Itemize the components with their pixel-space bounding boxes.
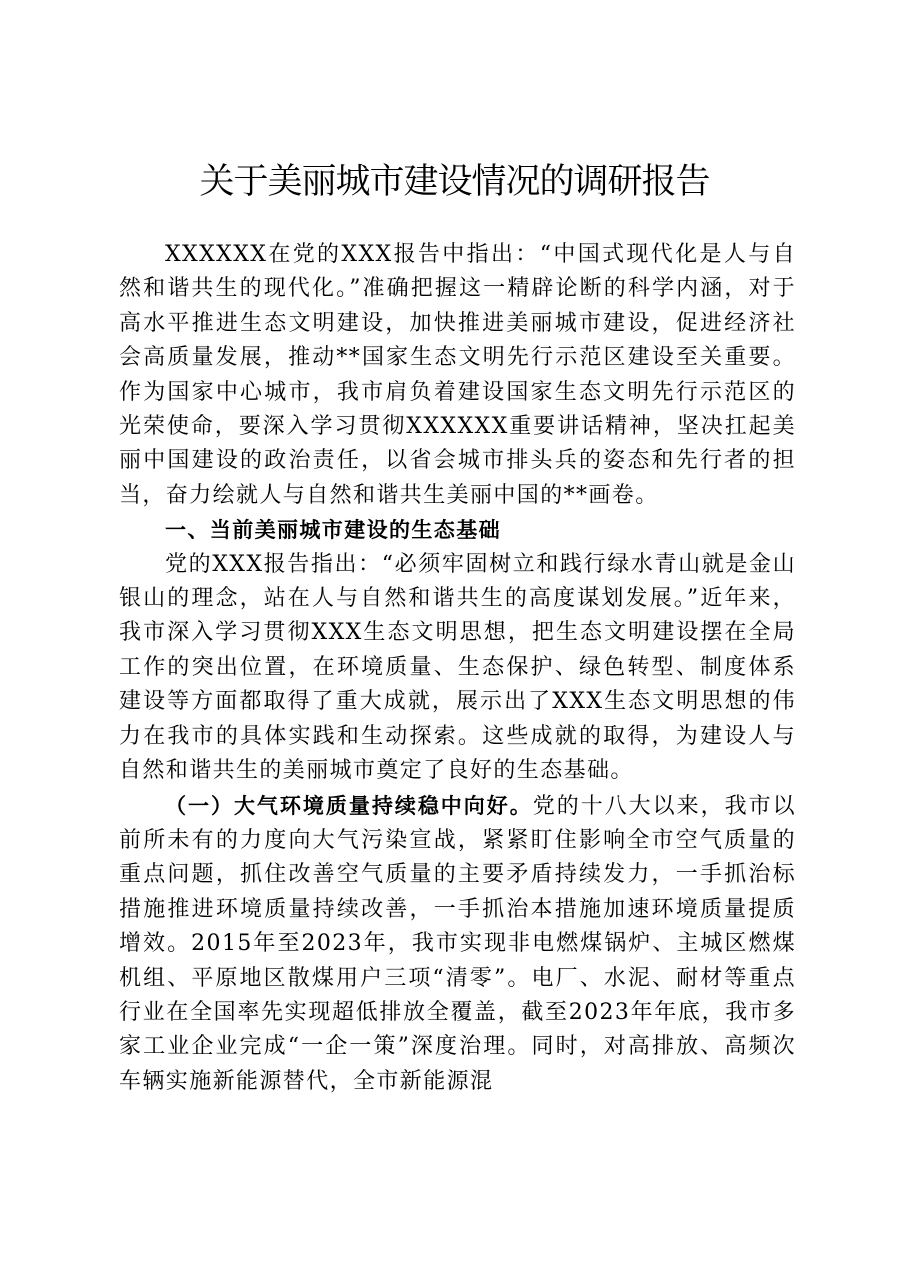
- section-heading: 一、当前美丽城市建设的生态基础: [165, 518, 501, 543]
- document-body: [119, 238, 796, 1099]
- subsection-text: 党的十八大以来，我市以前所未有的力度向大气污染宣战，紧紧盯住影响全市空气质量的重点问题，抓住改善空气质量的主要矛盾持续发力，一手抓治标措施推进环境质量持续改善，一手抓治本措施加速环境质量提质增效。2015年至2023年，我市实现非电燃煤锅炉、主城区燃煤机组、平原地区散煤用户三项“清零”。电厂、水泥、耐材等重点行业在全国率先实现超低排放全覆盖，截至2023年年底，我市多家工业企业完成“一企一策”深度治理。同时，对高排放、高频次车辆实施新能源替代，全市新能源混: [119, 793, 796, 1094]
- section-paragraph: 党的XXX报告指出：“必须牢固树立和践行绿水青山就是金山银山的理念，站在人与自然和谐共生的高度谋划发展。”近年来，我市深入学习贯彻XXX生态文明思想，把生态文明建设摆在全局工作的突出位置，在环境质量、生态保护、绿色转型、制度体系建设等方面都取得了重大成就，展示出了XXX生态文明思想的伟力在我市的具体实践和生动探索。这些成就的取得，为建设人与自然和谐共生的美丽城市奠定了良好的生态基础。: [119, 551, 796, 784]
- document-title: 关于美丽城市建设情况的调研报告: [199, 162, 710, 202]
- intro-paragraph: XXXXXX在党的XXX报告中指出：“中国式现代化是人与自然和谐共生的现代化。”准确把握这一精辟论断的科学内涵，对于高水平推进生态文明建设，加快推进美丽城市建设，促进经济社会高质量发展，推动**国家生态文明先行示范区建设至关重要。作为国家中心城市，我市肩负着建设国家生态文明先行示范区的光荣使命，要深入学习贯彻XXXXXX重要讲话精神，坚决扛起美丽中国建设的政治责任，以省会城市排头兵的姿态和先行者的担当，奋力绘就人与自然和谐共生美丽中国的**画卷。: [119, 242, 796, 508]
- subsection-lead: （一）大气环境质量持续稳中向好。: [165, 793, 533, 818]
- subsection-paragraph: [119, 789, 796, 1100]
